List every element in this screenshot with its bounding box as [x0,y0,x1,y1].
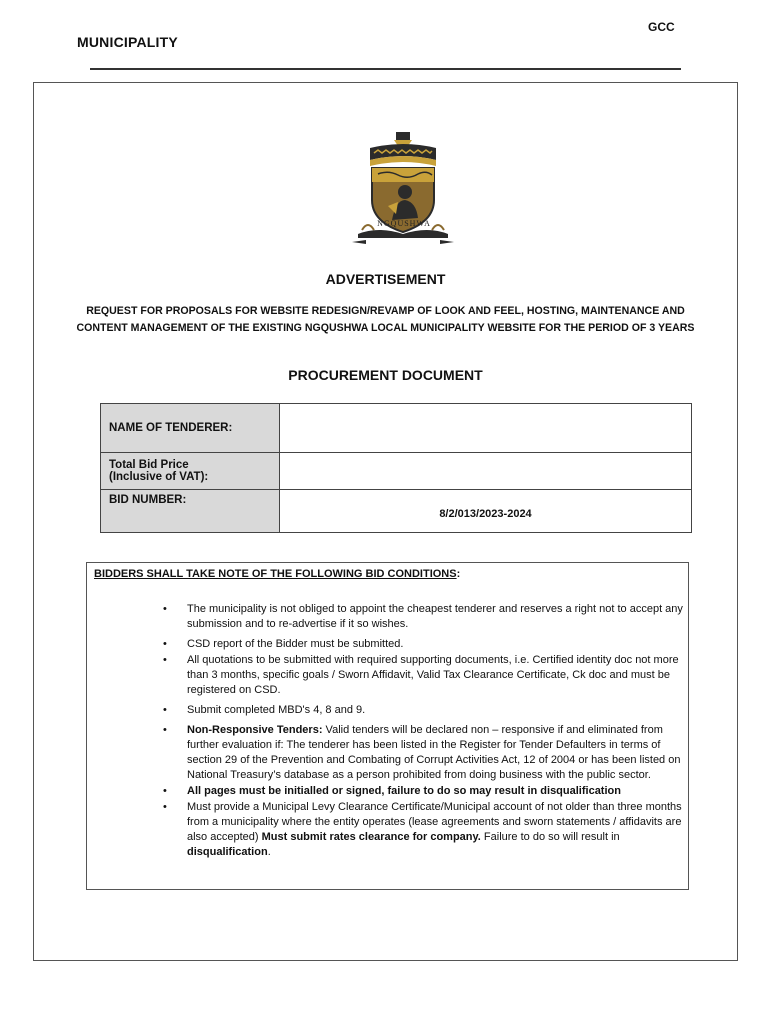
bid-conditions-box [86,562,689,890]
total-bid-price-label [101,453,280,490]
bid-number-label: BID NUMBER: [101,490,280,533]
tenderer-name-field[interactable] [280,404,692,453]
initial-pages-text: All pages must be initialled or signed, failure to do so may result in disqualification [187,785,621,797]
non-responsive-text: Valid tenders will be declared non – responsive if and eliminated from further evaluation if: The tenderer has been listed in the Register for Tender Defaulters in terms of section 29 of the Prevention and Combating of Corrupt Activities Act, 12 of 2004 or has been listed on National Treasury’s database as a person prohibited from doing business with the public sector. [187,724,681,781]
procurement-heading: PROCUREMENT DOCUMENT [288,367,483,383]
price-label-line-1: Total Bid Price [109,459,189,471]
title-colon: : [456,568,461,580]
advertisement-heading: ADVERTISEMENT [325,271,446,287]
list-item: • All quotations to be submitted with required supporting documents, i.e. Certified identity doc not more than 3 months, specific goals / Sworn Affidavit, Valid Tax Clearance Certificate, Ck doc and must be registered on CSD. [163,653,688,698]
coat-of-arms-svg [348,130,458,250]
tenderer-name-label: NAME OF TENDERER: [101,404,280,453]
levy-text: Must provide a Municipal Levy Clearance Certificate/Municipal account of not older than three months from a municipality where the entity operates (lease agreements and sworn statements / affidavits are also accepted) [187,801,682,843]
table-row [101,490,692,533]
municipality-header: MUNICIPALITY [77,34,178,50]
non-responsive-label: Non-Responsive Tenders: [187,724,323,736]
bid-conditions-title [94,568,460,580]
rates-clearance-text: Must submit rates clearance for company. [261,831,481,843]
bid-conditions-title-text: BIDDERS SHALL TAKE NOTE OF THE FOLLOWING BID CONDITIONS [94,568,457,580]
logo-text: NGQUSHWA [377,219,431,228]
bid-conditions-list [163,602,688,861]
price-label-line-2: (Inclusive of VAT): [109,471,209,483]
tender-details-table [100,403,692,533]
document-code: GCC [648,20,675,34]
header-divider [90,68,681,70]
coat-of-arms-icon [348,130,458,250]
disqualification-text: disqualification [187,846,268,858]
list-item [163,800,688,860]
list-item [163,784,688,799]
table-row [101,453,692,490]
period: . [267,846,271,858]
list-item: • CSD report of the Bidder must be submitted. [163,637,688,652]
rfp-description: REQUEST FOR PROPOSALS FOR WEBSITE REDESIGN/REVAMP OF LOOK AND FEEL, HOSTING, MAINTENANCE AND CONTENT MANAGEMENT OF THE EXISTING NGQUSHWA LOCAL MUNICIPALITY WEBSITE FOR THE PERIOD OF 3 YEARS [76,305,695,334]
bid-number-value: 8/2/013/2023-2024 [280,490,692,533]
list-item: • Submit completed MBD's 4, 8 and 9. [163,703,688,718]
total-bid-price-field[interactable] [280,453,692,490]
failure-text: Failure to do so will result in [480,831,620,843]
list-item: • The municipality is not obliged to appoint the cheapest tenderer and reserves a right not to accept any submission and to re-advertise if it so wishes. [163,602,688,632]
list-item [163,723,688,783]
table-row [101,404,692,453]
